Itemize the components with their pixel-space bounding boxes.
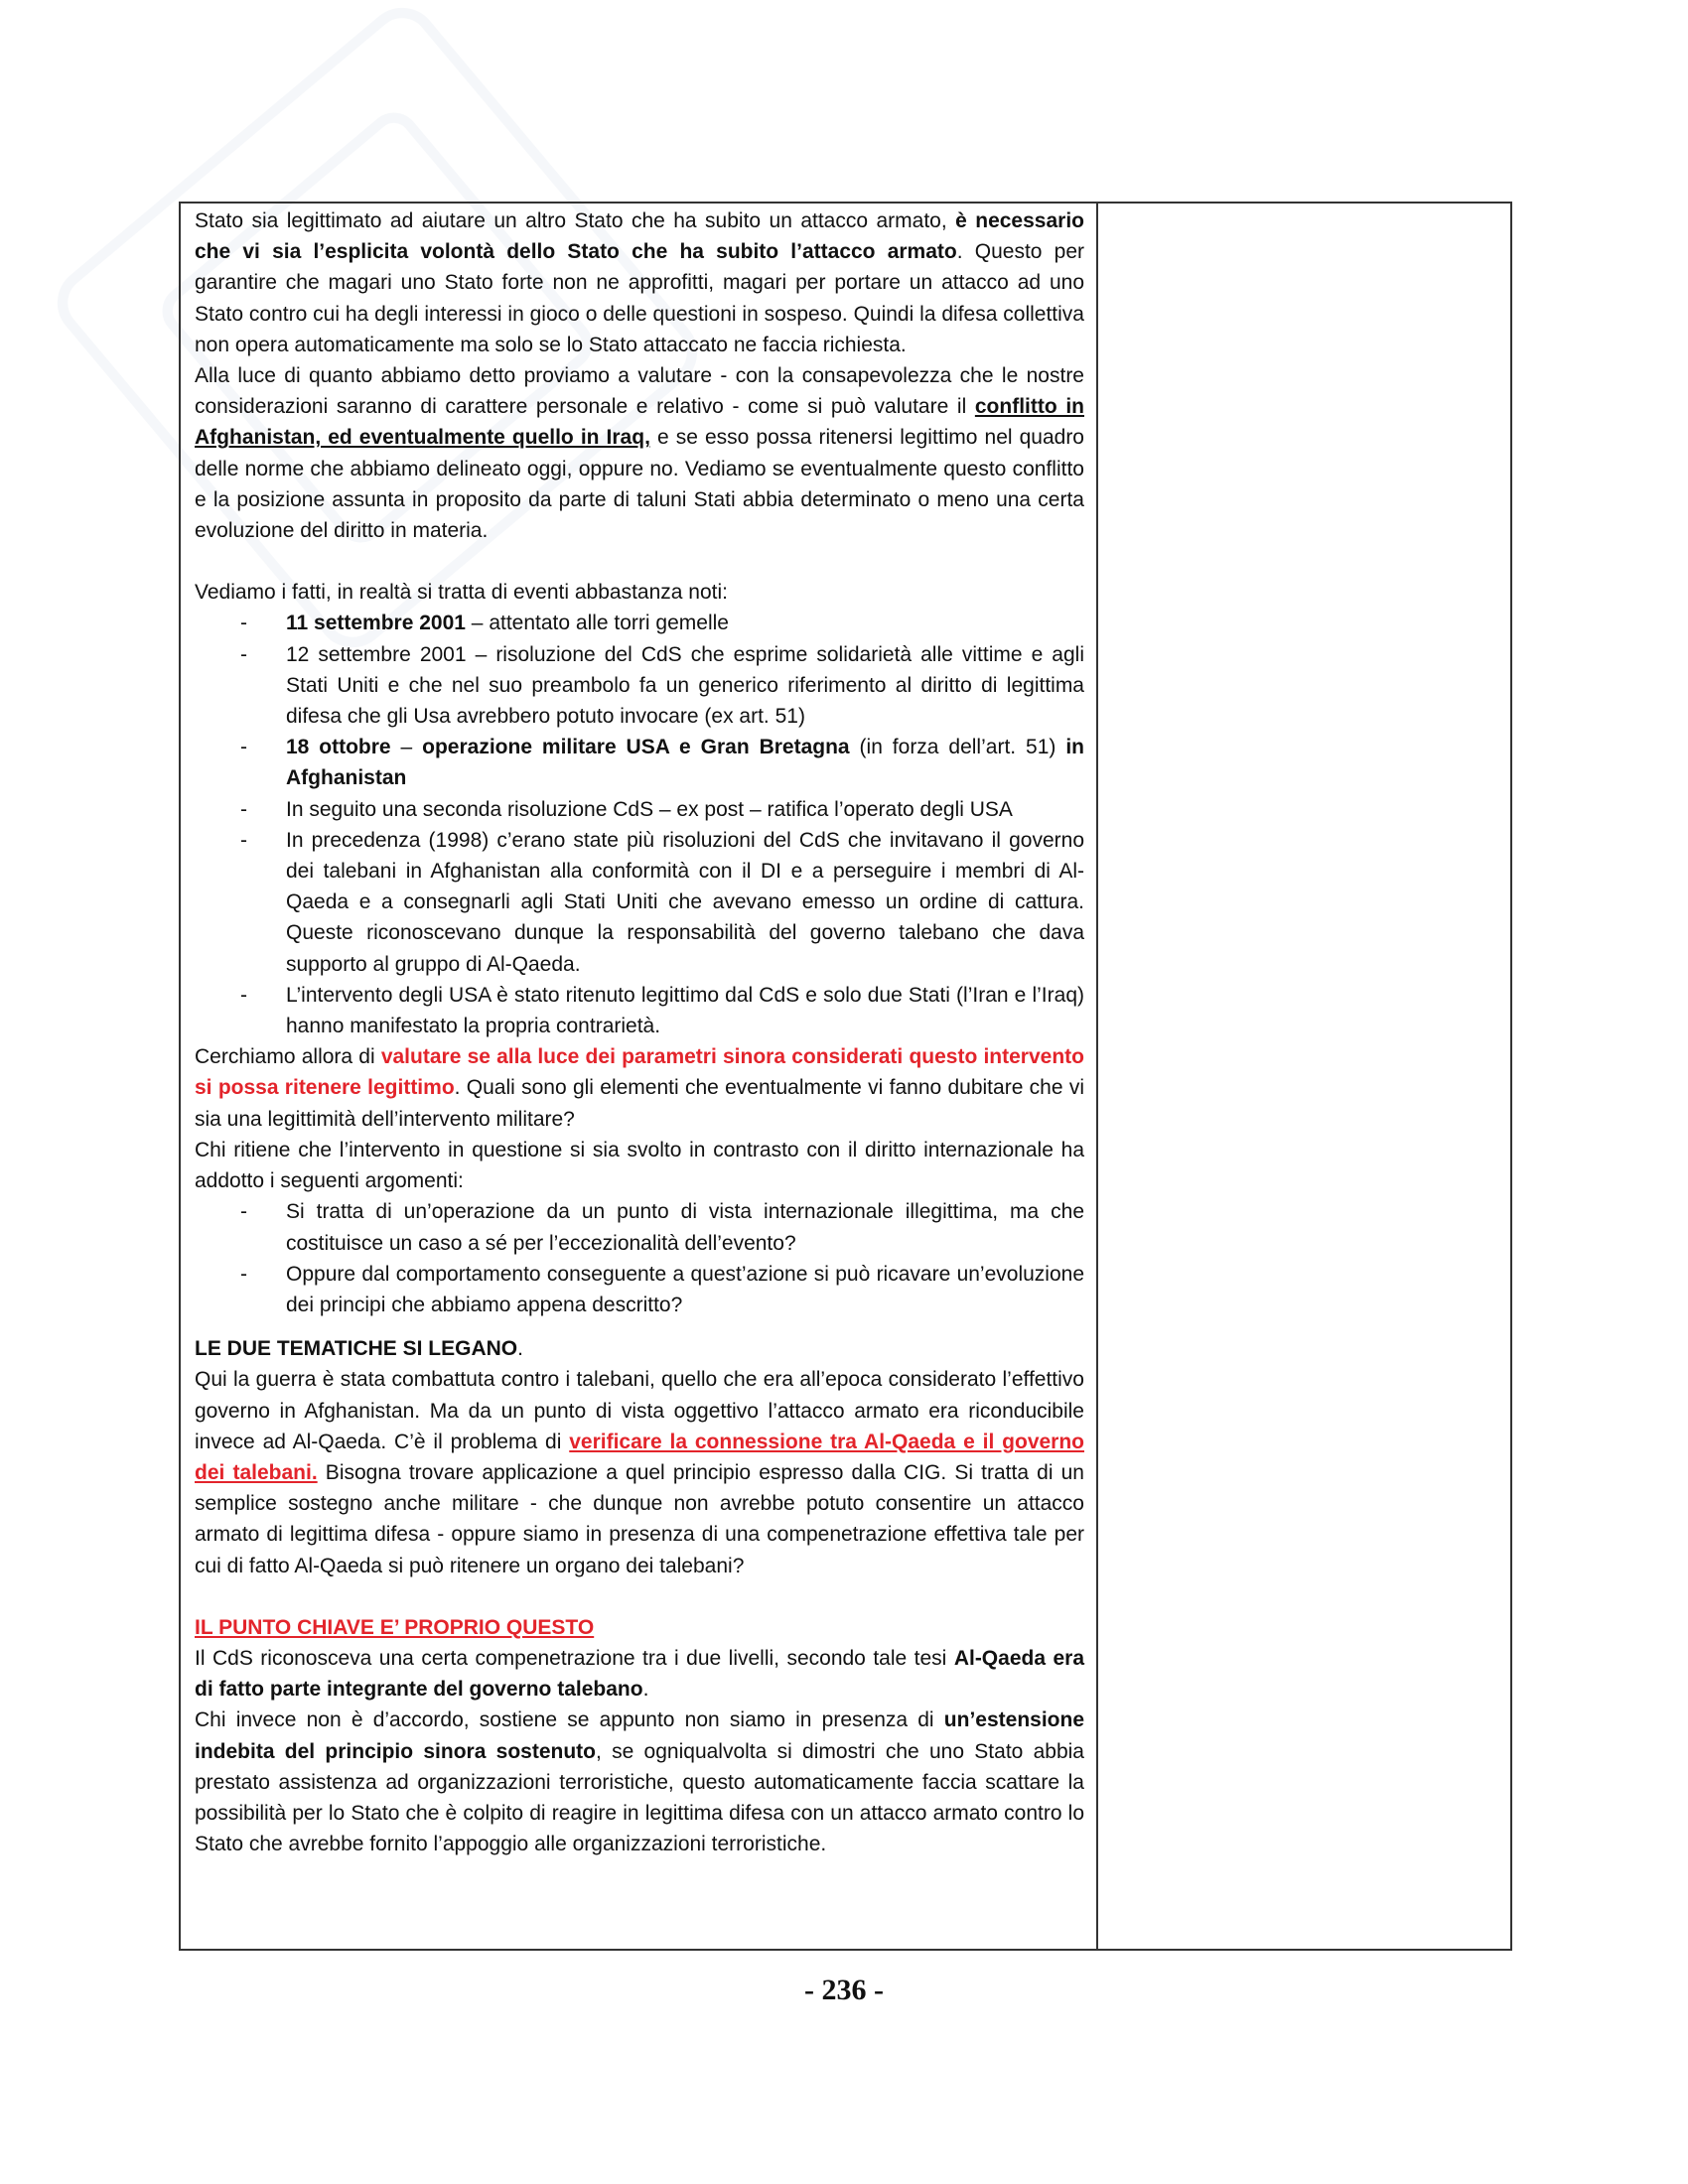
paragraph-cds-position: Il CdS riconosceva una certa compenetrazione tra i due livelli, secondo tale tesi Al-Qaeda era di fatto parte integrante del governo talebano. [195,1646,1085,1702]
dash-bullet: - [240,736,247,759]
list-item: - Oppure dal comportamento conseguente a quest’azione si può ricavare un’evoluzione dei principi che abbiamo appena descritto? [195,1259,1084,1320]
connection-highlight: verificare la connessione tra Al-Qaeda e il governo dei talebani. [195,1430,1085,1484]
paragraph-counter-position: Chi invece non è d’accordo, sostiene se appunto non siamo in presenza di un’estensione indebita del principio sinora sostenuto, se ogniqualvolta si dimostri che uno Stato abbia prestato assistenza ad organizzazioni terroristiche, questo automaticamente faccia scattare la possibilità per lo Stato che è colpito di reagire in legittima difesa con un attacco armato contro lo Stato che avrebbe fornito l’appoggio alle organizzazioni terroristiche. [195,1708,1084,1856]
legitimacy-highlight: valutare se alla luce dei parametri sinora considerati questo intervento si possa ritenere legittimo [195,1045,1084,1100]
paragraph-legitimacy-question: Cerchiamo allora di valutare se alla luce dei parametri sinora considerati questo intervento si possa ritenere legittimo. Quali sono gli elementi che eventualmente vi fanno dubitare che vi sia una legittimità dell’intervento militare? [195,1045,1084,1131]
list-item: - 12 settembre 2001 – risoluzione del CdS che esprime solidarietà alle vittime e agli Stati Uniti e che nel suo preambolo fa un generico riferimento al diritto di legittima difesa che gli Usa avrebbero potuto invocare (ex art. 51) [195,639,1084,733]
afghanistan-conflict-highlight: conflitto in Afghanistan, ed eventualmente quello in Iraq, [195,395,1084,450]
facts-intro: Vediamo i fatti, in realtà si tratta di eventi abbastanza noti: [195,581,728,605]
list-item: - In seguito una seconda risoluzione CdS – ex post – ratifica l’operato degli USA [195,794,1084,825]
paragraph-collective-defense: Stato sia legittimato ad aiutare un altro Stato che ha subito un attacco armato, è necessario che vi sia l’esplicita volontà dello Stato che ha subito l’attacco armato. Questo per garantire che magari uno Stato forte non ne approfitti, magari per portare un attacco ad uno Stato contro cui ha degli interessi in gioco o delle questioni in sospeso. Quindi la difesa collettiva non opera automaticamente ma solo se lo Stato attaccato ne faccia richiesta. [195,209,1084,356]
list-item: - 18 ottobre – operazione militare USA e Gran Bretagna (in forza dell’art. 51) in Afghanistan [195,732,1084,793]
list-item: - Si tratta di un’operazione da un punto di vista internazionale illegittima, ma che costituisce un caso a sé per l’eccezionalità dell’evento? [195,1196,1084,1258]
facts-list [195,608,1084,1041]
section-heading-key-point: IL PUNTO CHIAVE E’ PROPRIO QUESTO [195,1615,595,1639]
dash-bullet: - [240,797,247,821]
dash-bullet: - [240,642,247,666]
paragraph-afghanistan-evaluation: Alla luce di quanto abbiamo detto proviamo a valutare - con la consapevolezza che le nostre considerazioni saranno di carattere personale e relativo - come si può valutare il conflitto in Afghanistan, ed eventualmente quello in Iraq, e se esso possa ritenersi legittimo nel quadro delle norme che abbiamo delineato oggi, oppure no. Vediamo se eventualmente questo conflitto e la posizione assunta in proposito da parte di taluni Stati abbia determinato o meno una certa evoluzione del diritto in materia. [195,364,1084,543]
dash-bullet: - [240,1262,247,1286]
paragraph-themes: Qui la guerra è stata combattuta contro i talebani, quello che era all’epoca considerato l’effettivo governo in Afghanistan. Ma da un punto di vista oggettivo l’attacco armato era riconducibile invece ad Al-Qaeda. C’è il problema di verificare la connessione tra Al-Qaeda e il governo dei talebani. Bisogna trovare applicazione a quel principio espresso dalla CIG. Si tratta di un semplice sostegno anche militare - che dunque non avrebbe potuto consentire un attacco armato di legittima difesa - oppure siamo in presenza di una compenetrazione effettiva tale per cui di fatto Al-Qaeda si può ritenere un organo dei talebani? [195,1368,1085,1577]
list-item: - In precedenza (1998) c’erano state più risoluzioni del CdS che invitavano il governo dei talebani in Afghanistan alla conformità con il DI e a perseguire i membri di Al-Qaeda e a consegnarli agli Stati Uniti che avevano emesso un ordine di cattura. Queste riconoscevano dunque la responsabilità del governo talebano che dava supporto al gruppo di Al-Qaeda. [195,825,1084,980]
dash-bullet: - [240,983,247,1007]
dash-bullet: - [240,1200,247,1224]
dash-bullet: - [240,612,247,635]
page-number: - 236 - [804,1974,884,2006]
notes-table [179,202,1512,1951]
arguments-list [195,1196,1084,1320]
notes-column [1098,204,1510,1949]
main-text-column [181,204,1098,1949]
section-heading-themes: LE DUE TEMATICHE SI LEGANO. [195,1337,523,1361]
dash-bullet: - [240,828,247,852]
paragraph-arguments-intro: Chi ritiene che l’intervento in questione si sia svolto in contrasto con il diritto internazionale ha addotto i seguenti argomenti: [195,1138,1084,1193]
list-item: - L’intervento degli USA è stato ritenuto legittimo dal CdS e solo due Stati (l’Iran e l’Iraq) hanno manifestato la propria contrarietà. [195,980,1084,1041]
list-item: - 11 settembre 2001 – attentato alle torri gemelle [195,608,1084,638]
